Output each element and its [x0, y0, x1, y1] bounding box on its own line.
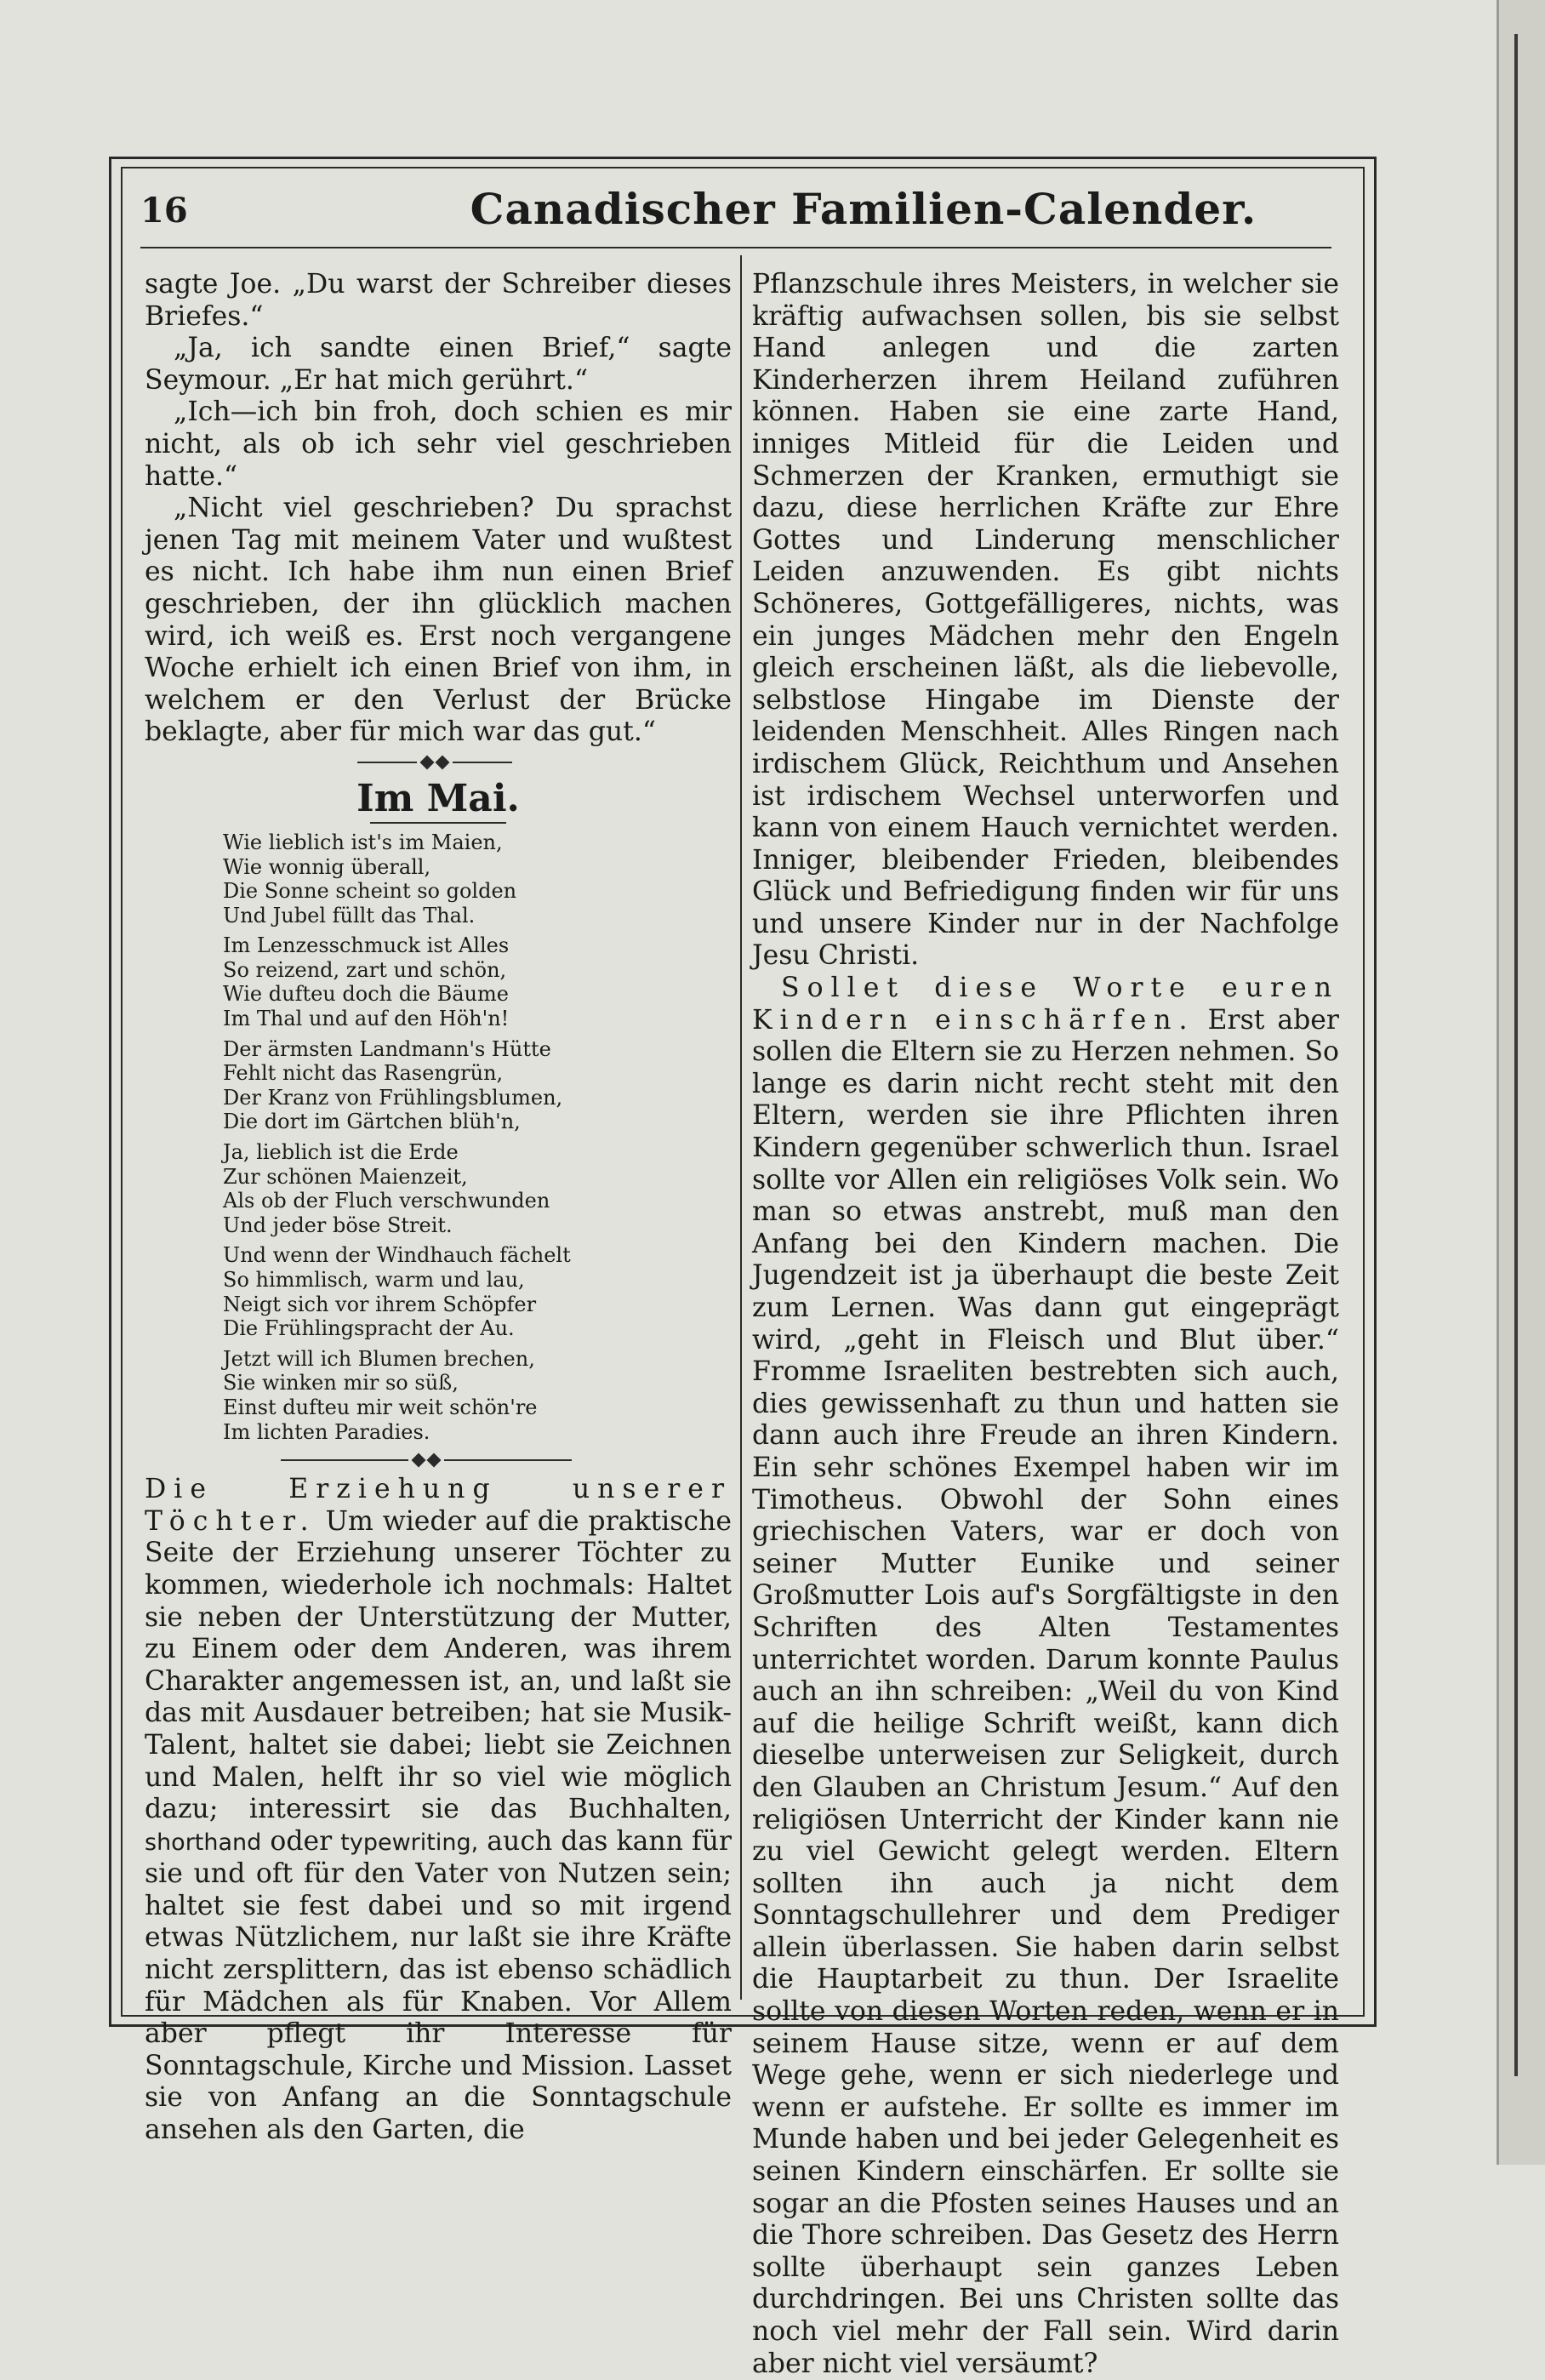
poem-line: Neigt sich vor ihrem Schöpfer — [223, 1292, 537, 1316]
adjacent-page-edge — [1497, 0, 1545, 2165]
right-column — [752, 269, 1339, 2380]
poem-line: Ja, lieblich ist die Erde — [223, 1140, 459, 1165]
ornament-divider — [145, 1450, 732, 1470]
poem-line: Wie lieblich ist's im Maien, — [223, 830, 503, 854]
running-title: Canadischer Familien-Calender. — [470, 184, 1257, 234]
ornament-divider — [145, 752, 732, 773]
poem-line: Jetzt will ich Blumen brechen, — [223, 1346, 535, 1371]
section-heading: Die Erziehung unserer Töchter. — [145, 1474, 732, 1537]
column-divider — [740, 255, 742, 2000]
story-paragraph: „Nicht viel geschrieben? Du sprachst jenen Tag mit meinem Vater und wußtest es nicht. Ich habe ihm nun einen Brief geschrieben, der ihn glücklich machen wird, ich weiß es. Erst noch vergangene Woche erhielt ich einen Brief von ihm, in welchem er den Verlust der Brücke beklagte, aber für mich war das gut.“ — [145, 493, 732, 748]
latin-term: typewriting, — [340, 1829, 479, 1856]
poem-line: Einst dufteu mir weit schön're — [223, 1395, 538, 1419]
latin-term: shorthand — [145, 1829, 262, 1856]
emphasized-phrase: Sollet diese Worte euren Kindern einschärfen. — [752, 973, 1339, 1036]
page-header — [140, 182, 1331, 248]
poem-line: Wie dufteu doch die Bäume — [223, 982, 509, 1007]
poem-line: So reizend, zart und schön, — [223, 957, 507, 982]
poem-stanza — [223, 830, 732, 927]
poem-line: Die Sonne scheint so golden — [223, 879, 517, 904]
poem-line: Fehlt nicht das Rasengrün, — [223, 1061, 504, 1086]
poem-line: Die Frühlingspracht der Au. — [223, 1316, 515, 1341]
poem-line: So himmlisch, warm und lau, — [223, 1268, 525, 1292]
poem-line: Im Lenzesschmuck ist Alles — [223, 933, 510, 958]
poem-line: Der ärmsten Landmann's Hütte — [223, 1036, 551, 1061]
story-paragraph: „Ich—ich bin froh, doch schien es mir nicht, als ob ich sehr viel geschrieben hatte.“ — [145, 397, 732, 492]
poem-stanza — [223, 1243, 732, 1340]
poem-line: Der Kranz von Frühlingsblumen, — [223, 1085, 563, 1110]
poem-stanza — [223, 1037, 732, 1134]
left-column — [145, 269, 732, 2147]
page-number: 16 — [140, 191, 188, 231]
poem-line: Sie winken mir so süß, — [223, 1371, 459, 1395]
poem-stanza — [223, 933, 732, 1030]
story-paragraph: „Ja, ich sandte einen Brief,“ sagte Seymour. „Er hat mich gerührt.“ — [145, 333, 732, 396]
poem-line: Wie wonnig überall, — [223, 854, 431, 879]
poem-line: Die dort im Gärtchen blüh'n, — [223, 1110, 521, 1134]
poem-line: Im lichten Paradies. — [223, 1419, 430, 1444]
poem-title: Im Mai. — [356, 776, 520, 820]
section-paragraph: Die Erziehung unserer Töchter. Um wieder auf die praktische Seite der Erziehung unserer Töchter zu kommen, wiederhole ich nochmals: Haltet sie neben der Unterstützung der Mutter, zu Einem oder dem Anderen, was ihrem Charakter angemessen ist, an, und laßt sie das mit Ausdauer betreiben; hat sie Musik-Talent, haltet sie dabei; liebt sie Zeichnen und Malen, helft ihr so viel wie möglich dazu; interessirt sie das Buchhalten, shorthand oder typewriting, auch das kann für sie und oft für den Vater von Nutzen sein; haltet sie fest dabei und so mit irgend etwas Nützlichem, nur laßt sie ihre Kräfte nicht zersplittern, das ist ebenso schädlich für Mädchen als für Knaben. Vor Allem aber pflegt ihr Interesse für Sonntagschule, Kirche und Mission. Lasset sie von Anfang an die Sonntagschule ansehen als den Garten, die — [145, 1474, 732, 2146]
poem-line: Als ob der Fluch verschwunden — [223, 1189, 550, 1213]
body-paragraph: Pflanzschule ihres Meisters, in welcher sie kräftig aufwachsen sollen, bis sie selbst Hand anlegen und die zarten Kinderherzen ihrem Heiland zuführen können. Haben sie eine zarte Hand, inniges Mitleid für die Leiden und Schmerzen der Kranken, ermuthigt sie dazu, diese herrlichen Kräfte zur Ehre Gottes und Linderung menschlicher Leiden anzuwenden. Es gibt nichts Schöneres, Gottgefälligeres, nichts, was ein junges Mädchen mehr den Engeln gleich erscheinen läßt, als die liebevolle, selbstlose Hingabe im Dienste der leidenden Menschheit. Alles Ringen nach irdischem Glück, Reichthum und Ansehen ist irdischem Wechsel unterworfen und kann von einem Hauch vernichtet werden. Inniger, bleibender Frieden, bleibendes Glück und Befriedigung finden wir für uns und unsere Kinder nur in der Nachfolge Jesu Christi. — [752, 269, 1339, 972]
poem-line: Und Jubel füllt das Thal. — [223, 903, 476, 927]
poem-stanza — [223, 1140, 732, 1237]
story-paragraph: sagte Joe. „Du warst der Schreiber dieses Briefes.“ — [145, 269, 732, 332]
poem-title-rule — [370, 822, 506, 824]
poem-line: Und wenn der Windhauch fächelt — [223, 1243, 571, 1268]
poem-line: Zur schönen Maienzeit, — [223, 1164, 468, 1189]
poem-stanza — [223, 1347, 732, 1444]
poem-line: Und jeder böse Streit. — [223, 1213, 453, 1237]
body-paragraph: Sollet diese Worte euren Kindern einschärfen. Erst aber sollen die Eltern sie zu Herzen nehmen. So lange es darin nicht recht steht mit den Eltern, werden sie ihre Pflichten ihren Kindern gegenüber schwerlich thun. Israel sollte vor Allen ein religiöses Volk sein. Wo man so etwas anstrebt, muß man den Anfang bei den Kindern machen. Die Jugendzeit ist ja überhaupt die beste Zeit zum Lernen. Was dann gut eingeprägt wird, „geht in Fleisch und Blut über.“ Fromme Israeliten bestrebten sich auch, dies gewissenhaft zu thun und hatten sie dann auch ihre Freude an ihren Kindern. Ein sehr schönes Exempel haben wir im Timotheus. Obwohl der Sohn eines griechischen Vaters, war er doch von seiner Mutter Eunike und seiner Großmutter Lois auf's Sorgfältigste in den Schriften des Alten Testamentes unterrichtet worden. Darum konnte Paulus auch an ihn schreiben: „Weil du von Kind auf die heilige Schrift weißt, kann dich dieselbe unterweisen zur Seligkeit, durch den Glauben an Christum Jesum.“ Auf den religiösen Unterricht der Kinder kann nie zu viel Gewicht gelegt werden. Eltern sollten ihn auch ja nicht dem Sonntagschullehrer und dem Prediger allein überlassen. Sie haben darin selbst die Hauptarbeit zu thun. Der Israelite sollte von diesen Worten reden, wenn er in seinem Hause sitze, wenn er auf dem Wege gehe, wenn er sich niederlege und wenn er aufstehe. Er sollte es immer im Munde haben und bei jeder Gelegenheit es seinen Kindern einschärfen. Er sollte sie sogar an die Pfosten seines Hauses und an die Thore schreiben. Das Gesetz des Herrn sollte überhaupt sein ganzes Leben durchdringen. Bei uns Christen sollte das noch viel mehr der Fall sein. Wird darin aber nicht viel versäumt? — [752, 973, 1339, 2379]
poem — [145, 830, 732, 1444]
poem-line: Im Thal und auf den Höh'n! — [223, 1007, 510, 1031]
